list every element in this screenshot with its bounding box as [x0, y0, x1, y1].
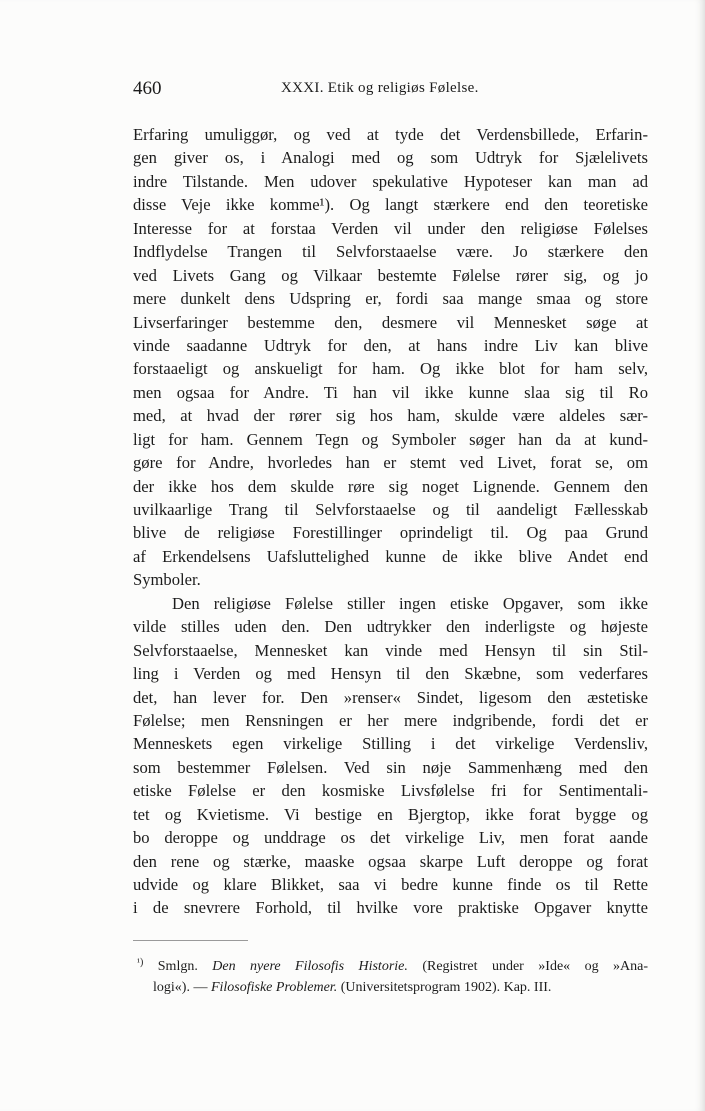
text-line: vinde saadanne Udtryk for den, at hans indre Liv kan blive [133, 335, 648, 355]
text-line: Erfaring umuliggør, og ved at tyde det Verdensbillede, Erfarin- [133, 125, 648, 144]
text-line: ling i Verden og med Hensyn til den Skæbne, som vederfares [133, 664, 648, 684]
text-line: tet og Kvietisme. Vi bestige en Bjergtop, ikke forat bygge og [133, 804, 648, 824]
page-header [133, 78, 648, 102]
text-line: det, han lever for. Den »renser« Sindet, ligesom den æstetiske [133, 687, 648, 707]
footnote-line [133, 977, 648, 998]
text-line: Symboler. [133, 570, 201, 590]
running-title: XXXI. Etik og religiøs Følelse. [281, 80, 479, 96]
paragraph-start-line: Den religiøse Følelse stiller ingen etiske Opgaver, som ikke [172, 593, 648, 613]
text-line: ligt for ham. Gennem Tegn og Symboler søger han da at kund- [133, 429, 648, 449]
text-line: mere dunkelt dens Udspring er, fordi saa mange smaa og store [133, 289, 648, 309]
footnote-prefix: Smlgn. [157, 959, 198, 974]
text-line: indre Tilstande. Men udover spekulative Hypoteser kan man ad [133, 171, 648, 191]
text-line: af Erkendelsens Uafsluttelighed kunne de ikke blive Andet end [133, 546, 648, 566]
footnote-title: Den nyere Filosofis Historie. [212, 959, 408, 974]
text-line: blive de religiøse Forestillinger oprindeligt til. Og paa Grund [133, 523, 648, 543]
text-line: der ikke hos dem skulde røre sig noget Lignende. Gennem den [133, 476, 648, 496]
text-line: Menneskets egen virkelige Stilling i det virkelige Verdensliv, [133, 734, 648, 754]
text-line: i de snevrere Forhold, til hvilke vore praktiske Opgaver knytte [133, 898, 648, 918]
text-line: gen giver os, i Analogi med og som Udtryk for Sjælelivets [133, 148, 648, 168]
text-line: udvide og klare Blikket, saa vi bedre kunne finde os til Rette [133, 875, 648, 894]
text-line: gøre for Andre, hvorledes han er stemt ved Livet, forat se, om [133, 453, 648, 473]
footnote-line [133, 956, 648, 977]
text-line: Selvforstaaelse, Mennesket kan vinde med Hensyn til sin Stil- [133, 640, 648, 660]
text-line: uvilkaarlige Trang til Selvforstaaelse og til aandeligt Fællesskab [133, 500, 648, 519]
text-line: bo deroppe og unddrage os det virkelige Liv, men forat aande [133, 828, 648, 848]
text-line: men ogsaa for Andre. Ti han vil ikke kunne slaa sig til Ro [133, 382, 648, 402]
text-line: ved Livets Gang og Vilkaar bestemte Følelse rører sig, og jo [133, 265, 648, 285]
footnotes [133, 956, 648, 998]
text-line: forstaaeligt og anskueligt for ham. Og ikke blot for ham selv, [133, 359, 648, 379]
footnote-prefix: logi«). — [153, 980, 208, 995]
footnote-rest: (Universitetsprogram 1902). Kap. III. [340, 980, 552, 995]
text-line: Livserfaringer bestemme den, desmere vil Mennesket søge at [133, 312, 648, 332]
footnote-divider [133, 940, 248, 941]
text-line: Følelse; men Rensningen er her mere indgribende, fordi det er [133, 710, 648, 730]
body-text [133, 123, 648, 920]
text-line: vilde stilles uden den. Den udtrykker den inderligste og højeste [133, 617, 648, 637]
text-line: den rene og stærke, maaske ogsaa skarpe Luft deroppe og forat [133, 851, 648, 871]
text-line: Indflydelse Trangen til Selvforstaaelse være. Jo stærkere den [133, 242, 648, 262]
page-number: 460 [133, 78, 162, 99]
footnote-title: Filosofiske Problemer. [210, 980, 338, 995]
text-line: etiske Følelse er den kosmiske Livsfølelse fri for Sentimentali- [133, 781, 648, 801]
text-line: med, at hvad der rører sig hos ham, skulde være aldeles sær- [133, 406, 648, 426]
text-line: Interesse for at forstaa Verden vil under den religiøse Følelses [133, 218, 648, 238]
footnote-rest: (Registret under »Ide« og »Ana- [422, 959, 649, 974]
text-line: disse Veje ikke komme¹). Og langt stærkere end den teoretiske [133, 195, 648, 215]
footnote-marker: ¹) [137, 957, 144, 968]
text-line: som bestemmer Følelsen. Ved sin nøje Sammenhæng med den [133, 757, 648, 777]
